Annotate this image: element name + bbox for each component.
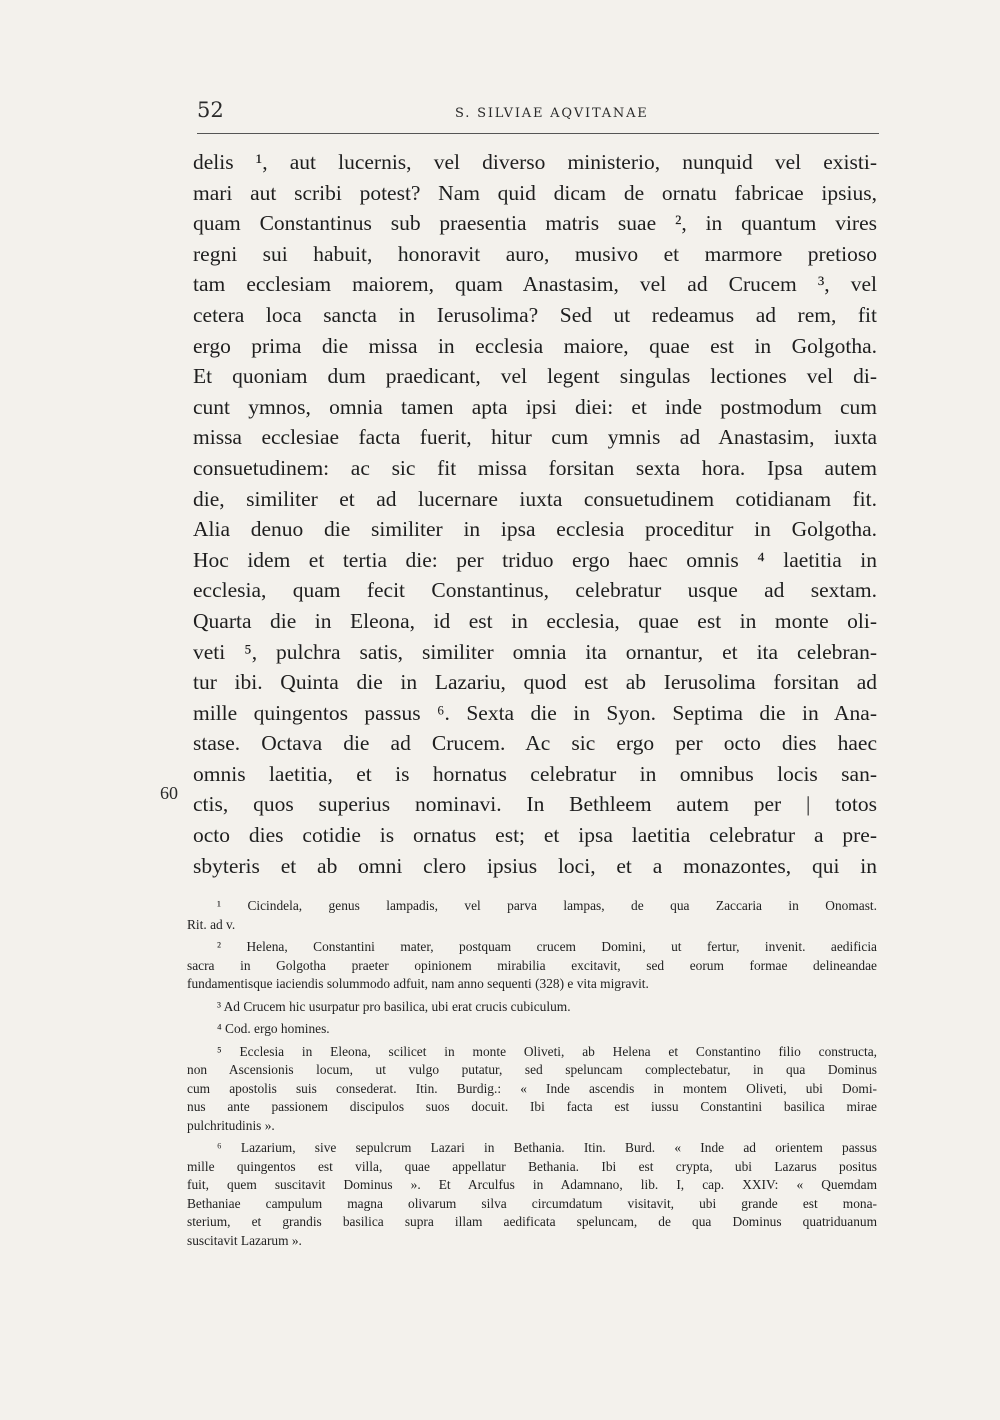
text-line: ecclesia, quam fecit Constantinus, celebratur usque ad sextam. (193, 578, 877, 603)
footnote-line: pulchritudinis ». (187, 1117, 275, 1133)
footnotes (187, 897, 877, 1254)
footnote-line: ² Helena, Constantini mater, postquam crucem Domini, ut fertur, invenit. aedificia (217, 939, 877, 954)
text-line: veti ⁵, pulchra satis, similiter omnia ita ornantur, et ita celebran- (193, 639, 877, 664)
footnote-line: ⁴ Cod. ergo homines. (217, 1021, 330, 1036)
footnote-line: cum apostolis suis consederat. Itin. Burdig.: « Inde ascendis in montem Oliveti, ubi Domi- (187, 1080, 877, 1096)
text-line: mille quingentos passus ⁶. Sexta die in Syon. Septima die in Ana- (193, 700, 877, 725)
text-line: Hoc idem et tertia die: per triduo ergo haec omnis ⁴ laetitia in (193, 547, 877, 572)
text-line: cetera loca sancta in Ierusolima? Sed ut redeamus ad rem, fit (193, 302, 877, 327)
margin-line-number: 60 (160, 783, 178, 803)
footnote-line: ⁵ Ecclesia in Eleona, scilicet in monte Oliveti, ab Helena et Constantino filio constructa, (217, 1043, 877, 1059)
text-line: regni sui habuit, honoravit auro, musivo et marmore pretioso (193, 241, 877, 266)
running-title: S. SILVIAE AQVITANAE (455, 106, 649, 121)
footnote-line: fuit, quem suscitavit Dominus ». Et Arculfus in Adamnano, lib. I, cap. XXIV: « Quemdam (187, 1177, 877, 1192)
footnote-line: fundamentisque iaciendis solummodo adfuit, nam anno sequenti (328) e vita migravit. (187, 976, 649, 991)
footnote-line: mille quingentos est villa, quae appellatur Bethania. Ibi est crypta, ubi Lazarus positus (187, 1158, 877, 1174)
text-line: mari aut scribi potest? Nam quid dicam de ornatu fabricae ipsius, (193, 180, 877, 205)
footnote-line: Bethaniae campulum magna olivarum silva circumdatum visitavit, ubi grande est mona- (187, 1195, 877, 1211)
footnote-line: Rit. ad v. (187, 916, 236, 932)
text-line: Quarta die in Eleona, id est in ecclesia, quae est in monte oli- (193, 608, 877, 633)
footnote (187, 998, 877, 1017)
text-line: tam ecclesiam maiorem, quam Anastasim, vel ad Crucem ³, vel (193, 272, 877, 297)
footnote-line: ⁶ Lazarium, sive sepulcrum Lazari in Bethania. Itin. Burd. « Inde ad orientem passus (217, 1140, 877, 1155)
footnote-line: ³ Ad Crucem hic usurpatur pro basilica, ubi erat crucis cubiculum. (217, 998, 571, 1014)
footnote (187, 1139, 877, 1250)
text-line: Et quoniam dum praedicant, vel legent singulas lectiones vel di- (193, 364, 877, 389)
text-line: ctis, quos superius nominavi. In Bethleem autem per | totos (193, 792, 877, 817)
text-line: octo dies cotidie is ornatus est; et ipsa laetitia celebratur a pre- (193, 823, 877, 848)
footnote-line: sterium, et grandis basilica supra illam aedificata speluncam, de qua Dominus quatriduanum (187, 1214, 877, 1229)
footnote (187, 1020, 877, 1039)
footnote-line: suscitavit Lazarum ». (187, 1232, 302, 1248)
footnote-line: nus ante passionem discipulos suos docuit. Ibi facta est iussu Constantini basilica mirae (187, 1099, 877, 1114)
footnote-line: sacra in Golgotha praeter opinionem mirabilia excitavit, sed eorum formae delineandae (187, 957, 877, 973)
text-line: omnis laetitia, et is hornatus celebratur in omnibus locis san- (193, 761, 877, 786)
text-line: cunt ymnos, omnia tamen apta ipsi diei: et inde postmodum cum (193, 394, 877, 419)
text-line: delis ¹, aut lucernis, vel diverso ministerio, nunquid vel existi- (193, 150, 877, 174)
footnote (187, 938, 877, 994)
footnote-line: ¹ Cicindela, genus lampadis, vel parva lampas, de qua Zaccaria in Onomast. (217, 898, 877, 913)
text-line: ergo prima die missa in ecclesia maiore, quae est in Golgotha. (193, 333, 877, 358)
text-line: sbyteris et ab omni clero ipsius loci, et a monazontes, qui in (193, 853, 877, 878)
text-line: Alia denuo die similiter in ipsa ecclesia proceditur in Golgotha. (193, 517, 877, 542)
header-rule (197, 133, 879, 134)
footnote (187, 1043, 877, 1136)
text-line: tur ibi. Quinta die in Lazariu, quod est ab Ierusolima forsitan ad (193, 670, 877, 695)
text-line: consuetudinem: ac sic fit missa forsitan sexta hora. Ipsa autem (193, 455, 877, 480)
footnote-line: non Ascensionis locum, ut vulgo putatur, sed speluncam complectebatur, in qua Dominus (187, 1062, 877, 1077)
main-text (193, 147, 877, 881)
text-line: quam Constantinus sub praesentia matris suae ², in quantum vires (193, 211, 877, 236)
text-line: missa ecclesiae facta fuerit, hitur cum ymnis ad Anastasim, iuxta (193, 425, 877, 450)
text-line: die, similiter et ad lucernare iuxta consuetudinem cotidianam fit. (193, 486, 877, 511)
footnote (187, 897, 877, 934)
page-number: 52 (197, 98, 224, 122)
running-head (197, 98, 877, 128)
text-line: stase. Octava die ad Crucem. Ac sic ergo per octo dies haec (193, 731, 877, 756)
